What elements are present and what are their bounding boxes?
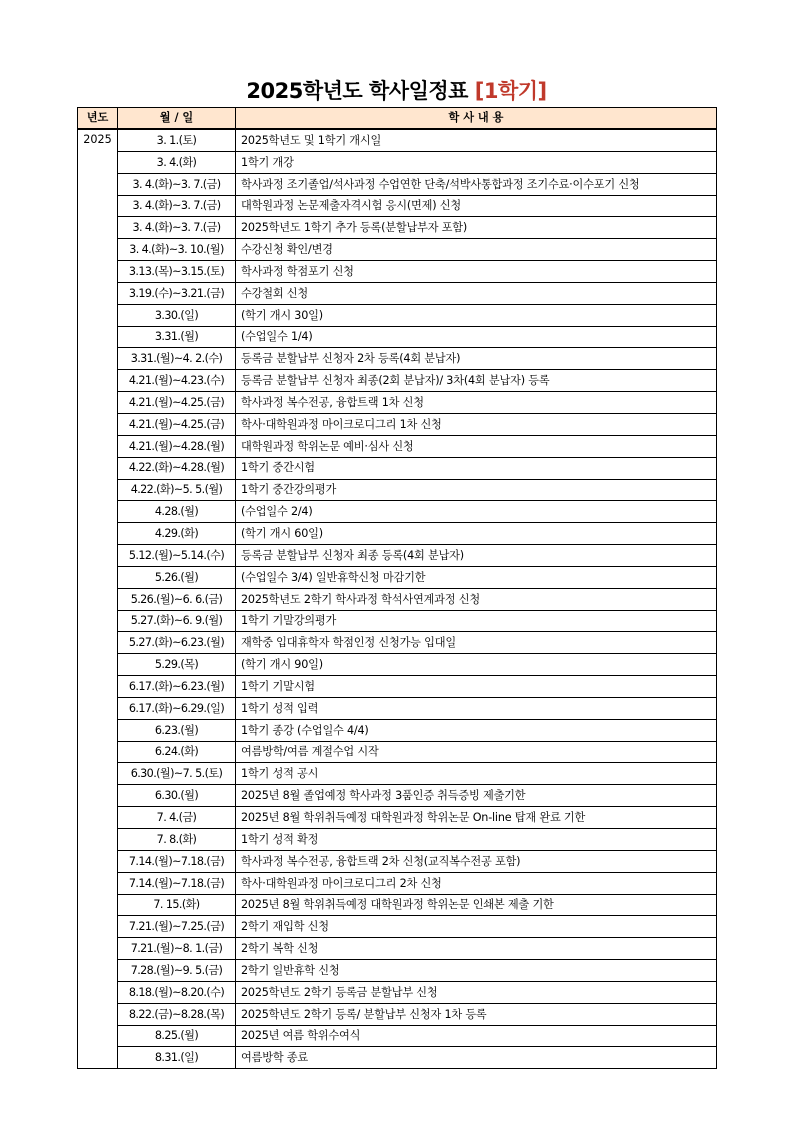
table-row bbox=[78, 588, 717, 610]
table-row bbox=[78, 807, 717, 829]
table-row bbox=[78, 719, 717, 741]
content-cell: 2학기 복학 신청 bbox=[236, 938, 717, 960]
content-cell: 2025년 여름 학위수여식 bbox=[236, 1025, 717, 1047]
date-cell: 7.14.(월)~7.18.(금) bbox=[118, 872, 236, 894]
content-cell: 학사·대학원과정 마이크로디그리 1차 신청 bbox=[236, 413, 717, 435]
content-cell: 2025학년도 2학기 등록/ 분할납부 신청자 1차 등록 bbox=[236, 1003, 717, 1025]
date-cell: 6.30.(월) bbox=[118, 785, 236, 807]
title-main: 2025학년도 학사일정표 bbox=[246, 79, 468, 103]
table-row bbox=[78, 545, 717, 567]
table-row bbox=[78, 1047, 717, 1069]
schedule-body bbox=[78, 129, 717, 1069]
header-year: 년도 bbox=[78, 108, 118, 130]
table-row bbox=[78, 457, 717, 479]
table-row bbox=[78, 566, 717, 588]
date-cell: 7.21.(월)~7.25.(금) bbox=[118, 916, 236, 938]
content-cell: 대학원과정 논문제출자격시험 응시(면제) 신청 bbox=[236, 195, 717, 217]
date-cell: 4.22.(화)~4.28.(월) bbox=[118, 457, 236, 479]
table-row bbox=[78, 413, 717, 435]
table-row bbox=[78, 829, 717, 851]
date-cell: 6.30.(월)~7. 5.(토) bbox=[118, 763, 236, 785]
content-cell: 재학중 입대휴학자 학점인정 신청가능 입대일 bbox=[236, 632, 717, 654]
date-cell: 5.12.(월)~5.14.(수) bbox=[118, 545, 236, 567]
content-cell: (수업일수 1/4) bbox=[236, 326, 717, 348]
schedule-table bbox=[77, 107, 717, 1069]
table-row bbox=[78, 173, 717, 195]
date-cell: 4.29.(화) bbox=[118, 523, 236, 545]
content-cell: 1학기 성적 입력 bbox=[236, 697, 717, 719]
date-cell: 3. 1.(토) bbox=[118, 129, 236, 151]
table-row bbox=[78, 392, 717, 414]
date-cell: 3.13.(목)~3.15.(토) bbox=[118, 261, 236, 283]
date-cell: 3. 4.(화)~3. 7.(금) bbox=[118, 173, 236, 195]
table-row bbox=[78, 261, 717, 283]
date-cell: 7.21.(월)~8. 1.(금) bbox=[118, 938, 236, 960]
date-cell: 8.18.(월)~8.20.(수) bbox=[118, 981, 236, 1003]
date-cell: 4.21.(월)~4.25.(금) bbox=[118, 413, 236, 435]
content-cell: 2학기 재입학 신청 bbox=[236, 916, 717, 938]
table-row bbox=[78, 916, 717, 938]
table-row bbox=[78, 479, 717, 501]
table-row bbox=[78, 304, 717, 326]
date-cell: 6.23.(월) bbox=[118, 719, 236, 741]
date-cell: 5.26.(월)~6. 6.(금) bbox=[118, 588, 236, 610]
date-cell: 5.29.(목) bbox=[118, 654, 236, 676]
content-cell: 등록금 분할납부 신청자 2차 등록(4회 분납자) bbox=[236, 348, 717, 370]
date-cell: 5.26.(월) bbox=[118, 566, 236, 588]
content-cell: 대학원과정 학위논문 예비·심사 신청 bbox=[236, 435, 717, 457]
date-cell: 3. 4.(화)~3. 10.(월) bbox=[118, 239, 236, 261]
content-cell: 1학기 개강 bbox=[236, 151, 717, 173]
table-row bbox=[78, 435, 717, 457]
content-cell: 수강신청 확인/변경 bbox=[236, 239, 717, 261]
table-row bbox=[78, 523, 717, 545]
content-cell: 2025년 8월 학위취득예정 대학원과정 학위논문 On-line 탑재 완료 기한 bbox=[236, 807, 717, 829]
table-row bbox=[78, 1025, 717, 1047]
table-row bbox=[78, 850, 717, 872]
date-cell: 4.21.(월)~4.25.(금) bbox=[118, 392, 236, 414]
date-cell: 3. 4.(화)~3. 7.(금) bbox=[118, 217, 236, 239]
date-cell: 3.30.(일) bbox=[118, 304, 236, 326]
date-cell: 7. 15.(화) bbox=[118, 894, 236, 916]
date-cell: 3. 4.(화) bbox=[118, 151, 236, 173]
content-cell: 여름방학 종료 bbox=[236, 1047, 717, 1069]
table-row bbox=[78, 676, 717, 698]
date-cell: 3. 4.(화)~3. 7.(금) bbox=[118, 195, 236, 217]
date-cell: 6.24.(화) bbox=[118, 741, 236, 763]
date-cell: 3.31.(월)~4. 2.(수) bbox=[118, 348, 236, 370]
content-cell: 학사과정 학점포기 신청 bbox=[236, 261, 717, 283]
table-row bbox=[78, 195, 717, 217]
content-cell: (수업일수 3/4) 일반휴학신청 마감기한 bbox=[236, 566, 717, 588]
table-row bbox=[78, 348, 717, 370]
table-row bbox=[78, 697, 717, 719]
date-cell: 7. 4.(금) bbox=[118, 807, 236, 829]
table-row bbox=[78, 217, 717, 239]
year-cell: 2025 bbox=[78, 129, 118, 1069]
content-cell: 2025년 8월 학위취득예정 대학원과정 학위논문 인쇄본 제출 기한 bbox=[236, 894, 717, 916]
date-cell: 7.28.(월)~9. 5.(금) bbox=[118, 960, 236, 982]
page-title bbox=[0, 75, 793, 105]
content-cell: 학사·대학원과정 마이크로디그리 2차 신청 bbox=[236, 872, 717, 894]
content-cell: 등록금 분할납부 신청자 최종 등록(4회 분납자) bbox=[236, 545, 717, 567]
date-cell: 4.21.(월)~4.23.(수) bbox=[118, 370, 236, 392]
content-cell: 1학기 기말시험 bbox=[236, 676, 717, 698]
content-cell: 학사과정 조기졸업/석사과정 수업연한 단축/석박사통합과정 조기수료·이수포기 신청 bbox=[236, 173, 717, 195]
table-row bbox=[78, 741, 717, 763]
date-cell: 8.22.(금)~8.28.(목) bbox=[118, 1003, 236, 1025]
table-row bbox=[78, 610, 717, 632]
content-cell: (학기 개시 60일) bbox=[236, 523, 717, 545]
date-cell: 8.31.(일) bbox=[118, 1047, 236, 1069]
table-row bbox=[78, 894, 717, 916]
date-cell: 5.27.(화)~6.23.(월) bbox=[118, 632, 236, 654]
content-cell: 1학기 중간강의평가 bbox=[236, 479, 717, 501]
content-cell: 학사과정 복수전공, 융합트랙 2차 신청(교직복수전공 포함) bbox=[236, 850, 717, 872]
content-cell: 1학기 성적 확정 bbox=[236, 829, 717, 851]
table-row bbox=[78, 282, 717, 304]
date-cell: 6.17.(화)~6.23.(월) bbox=[118, 676, 236, 698]
table-row bbox=[78, 370, 717, 392]
content-cell: 2025년 8월 졸업예정 학사과정 3품인증 취득증빙 제출기한 bbox=[236, 785, 717, 807]
content-cell: 수강철회 신청 bbox=[236, 282, 717, 304]
content-cell: 등록금 분할납부 신청자 최종(2회 분납자)/ 3차(4회 분납자) 등록 bbox=[236, 370, 717, 392]
date-cell: 5.27.(화)~6. 9.(월) bbox=[118, 610, 236, 632]
table-row bbox=[78, 654, 717, 676]
date-cell: 7.14.(월)~7.18.(금) bbox=[118, 850, 236, 872]
header-content: 학 사 내 용 bbox=[236, 108, 717, 130]
table-row bbox=[78, 151, 717, 173]
content-cell: (학기 개시 90일) bbox=[236, 654, 717, 676]
table-row bbox=[78, 960, 717, 982]
date-cell: 4.28.(월) bbox=[118, 501, 236, 523]
table-row bbox=[78, 239, 717, 261]
header-row bbox=[78, 108, 717, 130]
date-cell: 6.17.(화)~6.29.(일) bbox=[118, 697, 236, 719]
table-row bbox=[78, 938, 717, 960]
table-row bbox=[78, 872, 717, 894]
content-cell: 1학기 기말강의평가 bbox=[236, 610, 717, 632]
content-cell: (학기 개시 30일) bbox=[236, 304, 717, 326]
content-cell: 학사과정 복수전공, 융합트랙 1차 신청 bbox=[236, 392, 717, 414]
table-row bbox=[78, 129, 717, 151]
table-row bbox=[78, 763, 717, 785]
content-cell: 2025학년도 2학기 학사과정 학석사연계과정 신청 bbox=[236, 588, 717, 610]
header-date: 월 / 일 bbox=[118, 108, 236, 130]
content-cell: 2025학년도 1학기 추가 등록(분할납부자 포함) bbox=[236, 217, 717, 239]
content-cell: 2학기 일반휴학 신청 bbox=[236, 960, 717, 982]
content-cell: 1학기 중간시험 bbox=[236, 457, 717, 479]
content-cell: 1학기 종강 (수업일수 4/4) bbox=[236, 719, 717, 741]
content-cell: 2025학년도 2학기 등록금 분할납부 신청 bbox=[236, 981, 717, 1003]
date-cell: 4.21.(월)~4.28.(월) bbox=[118, 435, 236, 457]
table-row bbox=[78, 1003, 717, 1025]
date-cell: 4.22.(화)~5. 5.(월) bbox=[118, 479, 236, 501]
table-row bbox=[78, 326, 717, 348]
date-cell: 3.31.(월) bbox=[118, 326, 236, 348]
content-cell: (수업일수 2/4) bbox=[236, 501, 717, 523]
table-row bbox=[78, 981, 717, 1003]
content-cell: 2025학년도 및 1학기 개시일 bbox=[236, 129, 717, 151]
content-cell: 여름방학/여름 계절수업 시작 bbox=[236, 741, 717, 763]
date-cell: 8.25.(월) bbox=[118, 1025, 236, 1047]
title-semester: [1학기] bbox=[474, 79, 547, 103]
content-cell: 1학기 성적 공시 bbox=[236, 763, 717, 785]
table-row bbox=[78, 501, 717, 523]
table-row bbox=[78, 785, 717, 807]
date-cell: 7. 8.(화) bbox=[118, 829, 236, 851]
date-cell: 3.19.(수)~3.21.(금) bbox=[118, 282, 236, 304]
table-row bbox=[78, 632, 717, 654]
